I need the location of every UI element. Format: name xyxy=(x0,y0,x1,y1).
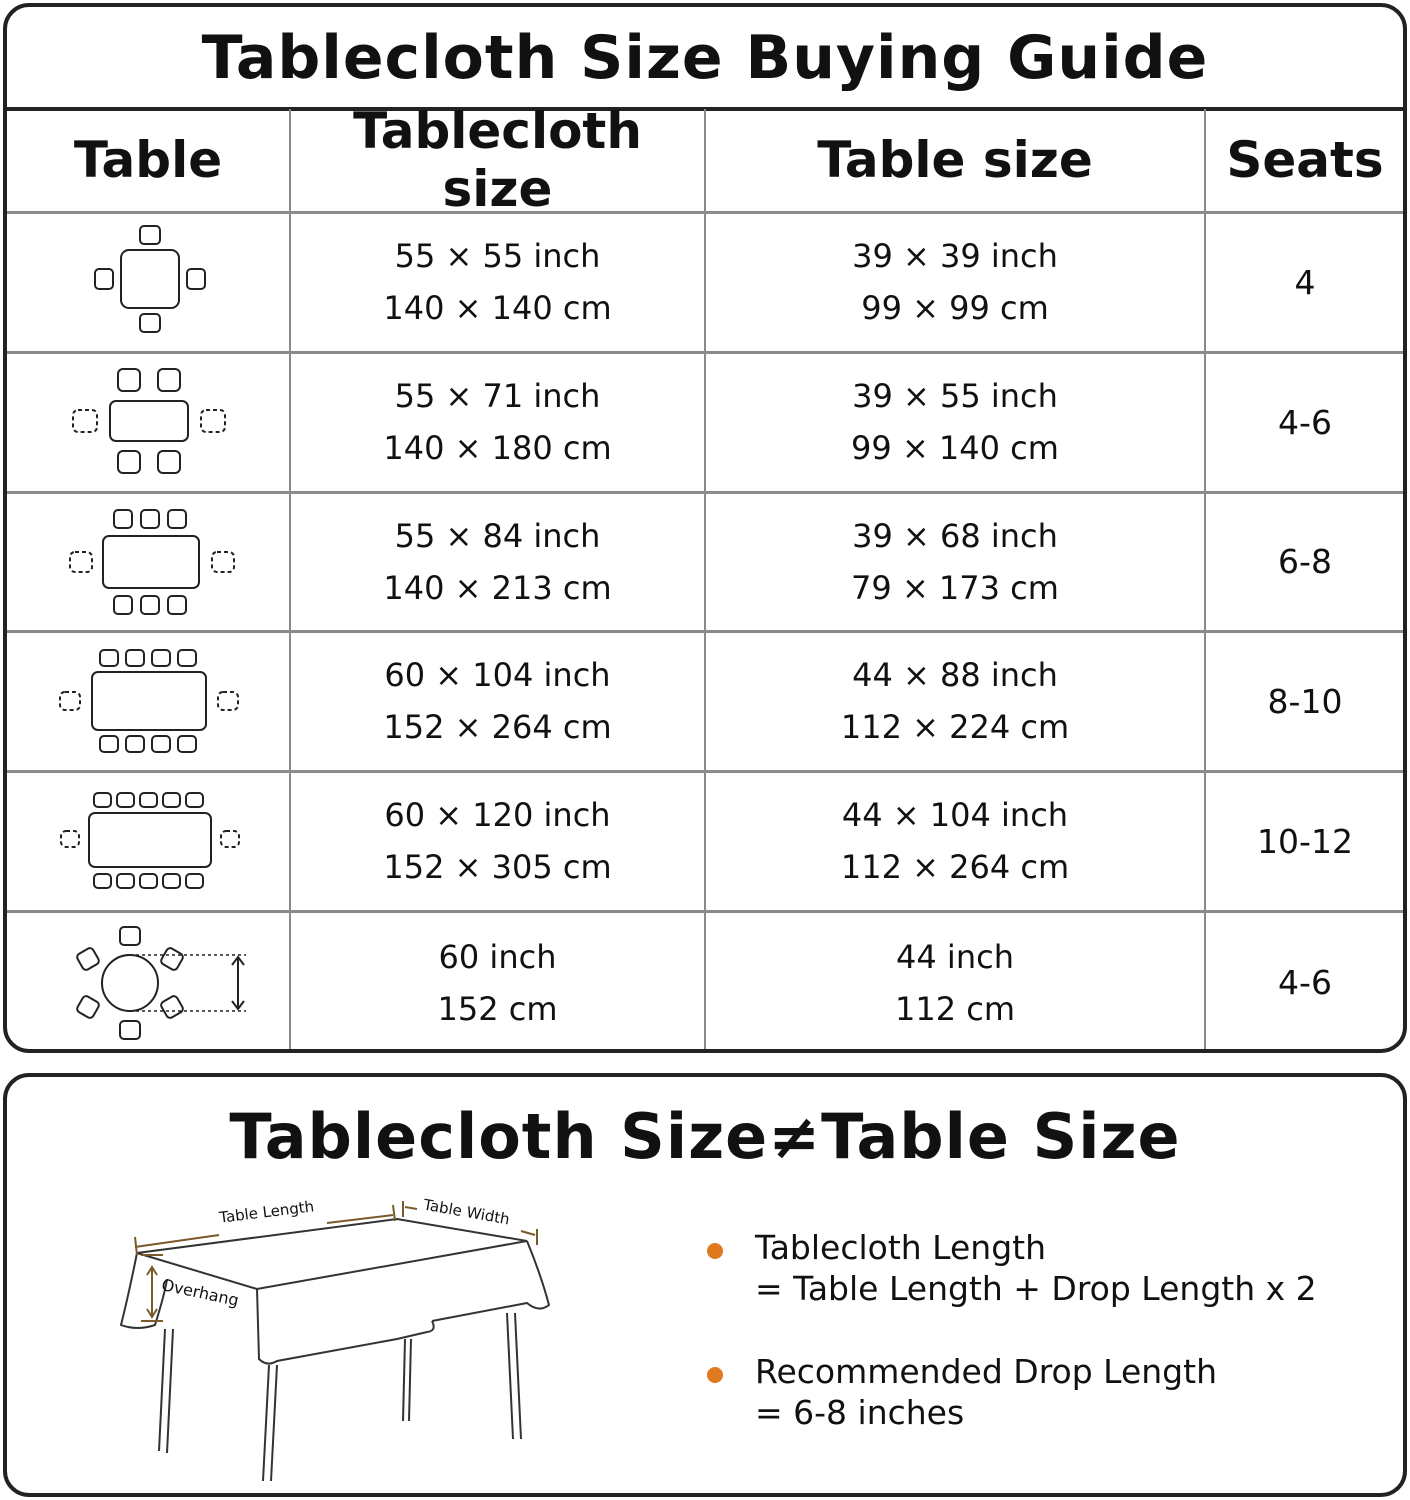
list-item xyxy=(697,1351,1377,1433)
cloth-inch: 55 × 84 inch xyxy=(394,516,601,555)
comparison-panel xyxy=(3,1073,1407,1497)
header-table-size: Table size xyxy=(817,131,1093,189)
table-inch: 44 × 88 inch xyxy=(852,656,1058,694)
header-tablecloth-size: Tablecloth size xyxy=(353,102,642,218)
table-inch: 39 × 39 inch xyxy=(852,237,1058,275)
table-row xyxy=(7,353,292,491)
table-width-label: Table Width xyxy=(422,1195,512,1229)
cloth-cm: 152 × 305 cm xyxy=(383,848,612,886)
cloth-inch: 55 × 71 inch xyxy=(394,377,601,415)
table-inch: 39 × 55 inch xyxy=(852,377,1058,415)
seats-cell: 4-6 xyxy=(1278,963,1332,1002)
table-cm: 112 cm xyxy=(894,989,1015,1028)
table-row xyxy=(7,632,292,770)
bullet-line1: Recommended Drop Length xyxy=(755,1352,1217,1391)
seats-cell: 4 xyxy=(1294,262,1316,302)
table-size-cell xyxy=(706,772,1204,910)
bullet-dot-icon xyxy=(707,1243,723,1259)
table-length-label: Table Length xyxy=(218,1197,316,1227)
tablecloth-size-cell xyxy=(291,772,704,910)
table-cm: 99 × 140 cm xyxy=(851,429,1059,467)
tablecloth-table-diagram-icon xyxy=(107,1189,567,1489)
tablecloth-size-cell xyxy=(291,213,704,351)
cloth-inch: 60 × 120 inch xyxy=(384,796,611,834)
table-inch: 44 × 104 inch xyxy=(841,796,1069,834)
square-table-4-seats-icon xyxy=(85,222,215,342)
tablecloth-size-cell xyxy=(291,632,704,770)
seats-cell: 4-6 xyxy=(1278,402,1332,442)
rect-table-10-seats-icon xyxy=(52,646,248,756)
seats-cell: 6-8 xyxy=(1278,542,1332,581)
table-row xyxy=(7,493,292,630)
tablecloth-size-cell xyxy=(291,353,704,491)
table-size-cell xyxy=(706,353,1204,491)
cloth-cm: 140 × 180 cm xyxy=(383,429,612,467)
table-cm: 112 × 264 cm xyxy=(840,848,1070,886)
overhang-label: Overhang xyxy=(159,1275,241,1310)
bullet-line2: = Table Length + Drop Length x 2 xyxy=(755,1269,1317,1308)
tablecloth-size-cell xyxy=(291,493,704,630)
cloth-inch: 60 × 104 inch xyxy=(384,656,611,694)
table-cm: 112 × 224 cm xyxy=(840,708,1070,746)
tablecloth-size-cell xyxy=(291,912,704,1053)
table-size-cell xyxy=(706,213,1204,351)
table-cm: 99 × 99 cm xyxy=(861,289,1049,327)
header-table: Table xyxy=(73,131,223,189)
bullet-list xyxy=(697,1227,1377,1475)
bullet-line2: = 6-8 inches xyxy=(755,1393,965,1432)
rect-table-12-seats-icon xyxy=(52,789,248,893)
seats-cell: 10-12 xyxy=(1257,821,1353,861)
rect-table-6-seats-icon xyxy=(65,363,235,481)
size-guide-panel xyxy=(3,3,1407,1053)
comparison-title: Tablecloth Size≠Table Size xyxy=(229,1100,1181,1173)
bullet-dot-icon xyxy=(707,1367,723,1383)
header-seats: Seats xyxy=(1226,131,1384,189)
cloth-cm: 152 cm xyxy=(437,989,558,1028)
table-inch: 39 × 68 inch xyxy=(852,516,1058,555)
table-cm: 79 × 173 cm xyxy=(851,568,1059,607)
cloth-cm: 140 × 213 cm xyxy=(383,568,612,607)
cloth-inch: 55 × 55 inch xyxy=(394,237,601,275)
table-row xyxy=(7,772,292,910)
rect-table-8-seats-icon xyxy=(60,506,240,618)
cloth-inch: 60 inch xyxy=(438,937,557,976)
round-table-6-seats-icon xyxy=(50,921,250,1045)
cloth-cm: 152 × 264 cm xyxy=(383,708,612,746)
table-size-cell xyxy=(706,493,1204,630)
list-item xyxy=(697,1227,1377,1309)
seats-cell: 8-10 xyxy=(1267,681,1343,721)
table-row xyxy=(7,912,292,1053)
table-inch: 44 inch xyxy=(896,937,1014,976)
guide-title: Tablecloth Size Buying Guide xyxy=(201,23,1209,93)
bullet-line1: Tablecloth Length xyxy=(755,1228,1047,1267)
table-size-cell xyxy=(706,912,1204,1053)
table-size-cell xyxy=(706,632,1204,770)
cloth-cm: 140 × 140 cm xyxy=(383,289,612,327)
table-row xyxy=(7,213,292,351)
